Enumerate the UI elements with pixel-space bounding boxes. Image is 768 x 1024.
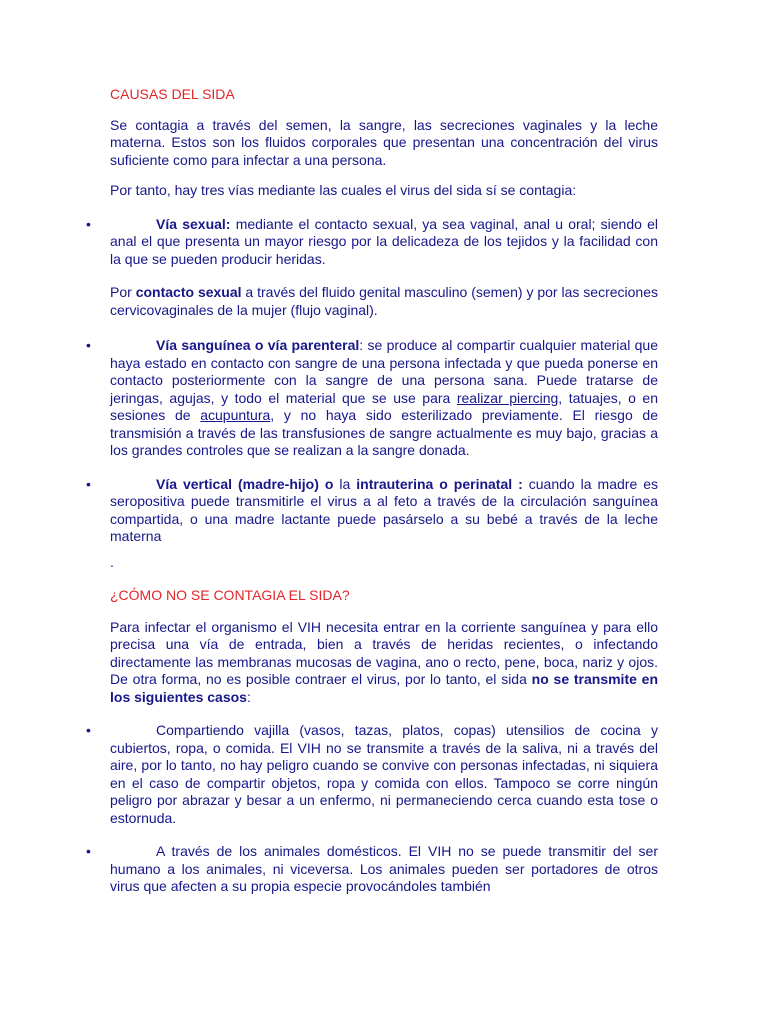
paragraph-vih-entrada xyxy=(110,619,658,707)
via-vertical-text: cuando la madre es seropositiva puede transmitirle el virus a al feto a través de la circulación sanguínea compartida, o una madre lactante puede pasárselo a su bebé a través de la leche materna xyxy=(110,475,658,544)
paragraph-tres-vias: Por tanto, hay tres vías mediante las cuales el virus del sida sí se contagia: xyxy=(110,182,577,198)
document-body xyxy=(86,86,659,910)
stray-dot: . xyxy=(110,553,114,570)
link-acupuntura[interactable]: acupuntura xyxy=(200,407,271,423)
link-realizar-piercing[interactable]: realizar piercing xyxy=(456,389,559,406)
vajilla-text: Compartiendo vajilla (vasos, tazas, platos, copas) utensilios de cocina y cubiertos, ropa, o comida. El VIH no se transmite a través de la saliva, ni a través del aire, por lo tanto, no hay peligro cuando se convive con personas infectadas, ni siquiera en el caso de compartir objetos, ropa y comida con ellos. Tampoco se corre ningún peligro por abrazar y besar a un enfermo, ni permaneciendo cerca cuando esta tose o estornuda. xyxy=(110,722,658,826)
list-item-via-vertical xyxy=(86,475,658,546)
paragraph-contagio: Se contagia a través del semen, la sangre, las secreciones vaginales y la leche materna. Estos son los fluidos corporales que presentan una concentración del virus suficiente como para infectar a una persona. xyxy=(110,116,658,168)
list-item-animales xyxy=(86,843,658,896)
via-sanguinea-text-a: : se produce al compartir cualquier material que haya estado en contacto con sangre de una persona infectada y que pueda ponerse en contacto posteriormente con la sangre de una persona sana. Puede tratarse de jeringas, agujas, y todo el material que se use para xyxy=(110,337,659,406)
bullet-icon: • xyxy=(86,475,91,492)
via-sanguinea-text-c: , y no haya sido esterilizado previamente. El riesgo de transmisión a través de las transfusiones de sangre actualmente es muy bajo, gracias a los grandes controles que se realizan a la sangre donada. xyxy=(110,407,659,458)
intrauterina-label: intrauterina o perinatal : xyxy=(356,475,523,492)
section-title-como-no: ¿CÓMO NO SE CONTAGIA EL SIDA? xyxy=(110,587,350,603)
section-title-causas: CAUSAS DEL SIDA xyxy=(110,86,235,102)
bullet-icon: • xyxy=(86,337,91,353)
vih-entrada-end: : xyxy=(246,688,251,705)
via-sanguinea-text-b: , tatuajes, o en sesiones de xyxy=(110,389,658,423)
list-item-via-sexual xyxy=(86,215,659,269)
via-vertical-label: Vía vertical (madre-hijo) o xyxy=(156,475,334,492)
contacto-pre: Por xyxy=(110,284,136,300)
list-item-via-sanguinea xyxy=(86,337,659,460)
via-sexual-text: mediante el contacto sexual, ya sea vaginal, anal u oral; siendo el anal el que presenta un mayor riesgo por la delicadeza de los tejidos y la facilidad con la que se pueden producir heridas. xyxy=(110,215,659,267)
bullet-icon: • xyxy=(86,843,91,859)
via-sexual-label: Vía sexual: xyxy=(156,215,231,232)
animales-text: A través de los animales domésticos. El VIH no se puede transmitir del ser humano a los animales, ni viceversa. Los animales pueden ser portadores de otros virus que afecten a su propia especie provocándoles también xyxy=(110,843,658,894)
bullet-icon: • xyxy=(86,722,91,738)
list-item-vajilla xyxy=(86,722,658,827)
no-se-transmite-label: no se transmite en los siguientes casos xyxy=(110,671,659,705)
paragraph-contacto-sexual xyxy=(110,284,658,319)
contacto-sexual-text: a través del fluido genital masculino (semen) y por las secreciones cervicovaginales de la mujer (flujo vaginal). xyxy=(110,284,658,318)
via-sanguinea-label: Vía sanguínea o vía parenteral xyxy=(156,337,360,353)
bullet-icon: • xyxy=(86,215,91,232)
via-vertical-mid: la xyxy=(333,475,357,492)
vih-entrada-text: Para infectar el organismo el VIH necesita entrar en la corriente sanguínea y para ello precisa una vía de entrada, bien a través de heridas recientes, o infectando directamente las membranas mucosas de vagina, ano o recto, pene, boca, nariz y ojos. De otra forma, no es posible contraer el virus, por lo tanto, el sida xyxy=(110,618,658,687)
contacto-sexual-label: contacto sexual xyxy=(135,284,242,300)
